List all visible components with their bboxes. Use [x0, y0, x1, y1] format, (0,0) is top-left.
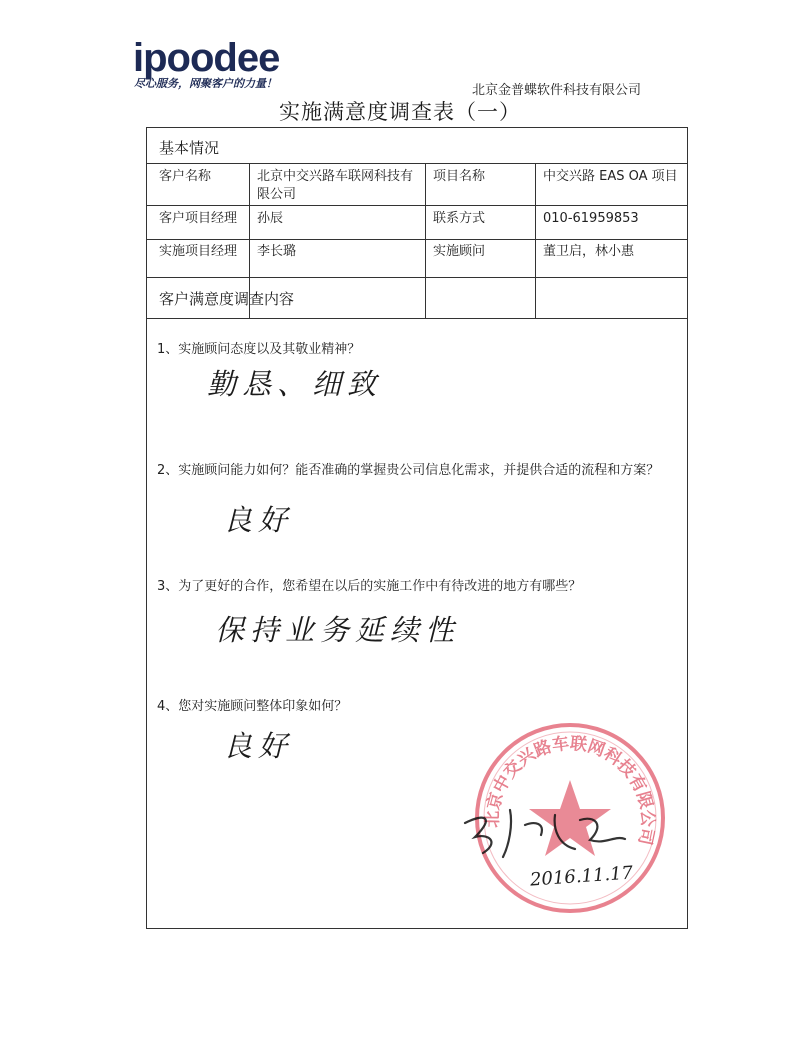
value-customer-name: 北京中交兴路车联网科技有限公司 — [257, 169, 414, 202]
label-project-name: 项目名称 — [433, 169, 486, 184]
vendor-company-name: 北京金普蝶软件科技有限公司 — [472, 83, 642, 98]
company-logo: ipoodee — [133, 36, 280, 80]
question-3: 3、为了更好的合作，您希望在以后的实施工作中有待改进的地方有哪些？ — [157, 579, 582, 594]
seal-text: 北京中交兴路车联网科技有限公司 — [482, 733, 658, 847]
signature-date: 2016.11.17 — [529, 862, 634, 891]
section-survey: 客户满意度调查内容 — [159, 290, 295, 308]
divider — [147, 163, 687, 164]
label-customer-name: 客户名称 — [159, 169, 212, 184]
form-title: 实施满意度调查表（一） — [279, 100, 521, 124]
section-basic-info: 基本情况 — [159, 139, 220, 157]
answer-1-handwritten: 勤恳、细致 — [207, 367, 383, 401]
value-impl-pm: 李长璐 — [257, 244, 297, 259]
label-consultant: 实施顾问 — [433, 244, 486, 259]
label-contact: 联系方式 — [433, 211, 486, 226]
value-consultant: 董卫启，林小惠 — [543, 244, 635, 259]
value-customer-pm: 孙辰 — [257, 211, 284, 226]
label-customer-pm: 客户项目经理 — [159, 211, 238, 226]
divider — [147, 318, 687, 319]
question-4: 4、您对实施顾问整体印象如何？ — [157, 699, 348, 714]
divider — [535, 163, 536, 318]
label-impl-pm: 实施项目经理 — [159, 244, 238, 259]
question-2: 2、实施顾问能力如何？能否准确的掌握贵公司信息化需求，并提供合适的流程和方案？ — [157, 463, 660, 478]
answer-2-handwritten: 良好 — [223, 503, 294, 537]
divider — [147, 277, 687, 278]
answer-4-handwritten: 良好 — [223, 729, 294, 763]
value-contact: 010-61959853 — [543, 211, 639, 226]
question-1: 1、实施顾问态度以及其敬业精神？ — [157, 342, 361, 357]
divider — [147, 239, 687, 240]
divider — [147, 205, 687, 206]
logo-tagline: 尽心服务，网聚客户的力量！ — [134, 77, 277, 90]
divider — [425, 163, 426, 318]
value-project-name: 中交兴路 EAS OA 项目 — [543, 169, 678, 184]
answer-3-handwritten: 保持业务延续性 — [215, 613, 461, 647]
